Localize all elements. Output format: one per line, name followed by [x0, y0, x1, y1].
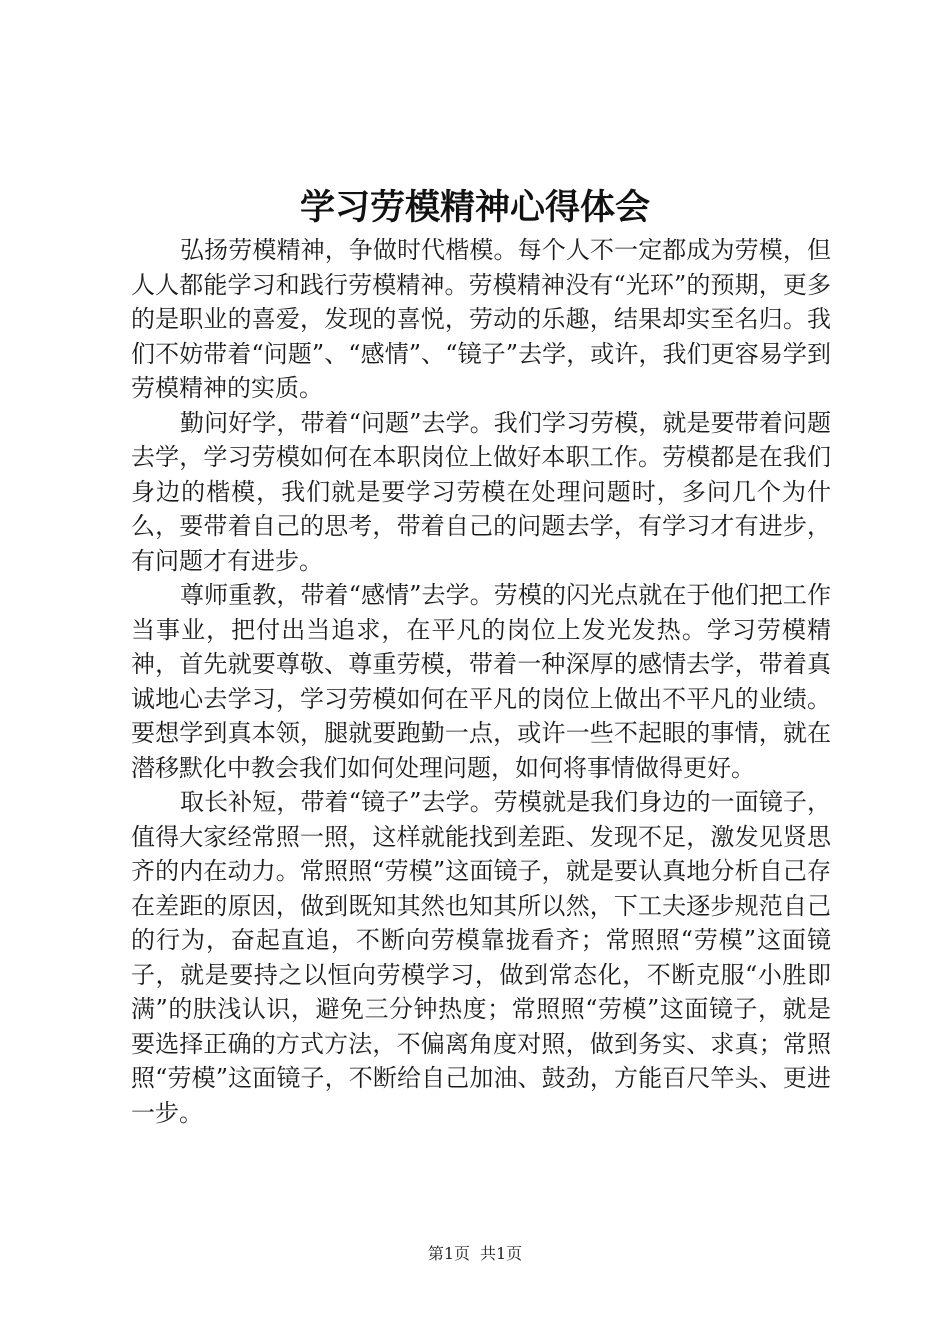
document-body: [131, 233, 831, 1130]
page-number-current: 第1页: [427, 1244, 470, 1263]
page-footer: [0, 1243, 950, 1265]
page-number-total: 共1页: [480, 1244, 523, 1263]
paragraph-questions: 勤问好学，带着“问题”去学。我们学习劳模，就是要带着问题去学，学习劳模如何在本职岗位上做好本职工作。劳模都是在我们身边的楷模，我们就是要学习劳模在处理问题时，多问几个为什么，要带着自己的思考，带着自己的问题去学，有学习才有进步，有问题才有进步。: [131, 408, 831, 575]
paragraph-mirror: 取长补短，带着“镜子”去学。劳模就是我们身边的一面镜子，值得大家经常照一照，这样就能找到差距、发现不足，激发见贤思齐的内在动力。常照照“劳模”这面镜子，就是要认真地分析自己存在差距的原因，做到既知其然也知其所以然，下工夫逐步规范自己的行为，奋起直追，不断向劳模靠拢看齐；常照照“劳模”这面镜子，就是要持之以恒向劳模学习，做到常态化，不断克服“小胜即满”的肤浅认识，避免三分钟热度；常照照“劳模”这面镜子，就是要选择正确的方式方法，不偏离角度对照，做到务实、求真；常照照“劳模”这面镜子，不断给自己加油、鼓劲，方能百尺竿头、更进一步。: [131, 788, 831, 1127]
paragraph-intro: 弘扬劳模精神，争做时代楷模。每个人不一定都成为劳模，但人人都能学习和践行劳模精神。劳模精神没有“光环”的预期，更多的是职业的喜爱，发现的喜悦，劳动的乐趣，结果却实至名归。我们不妨带着“问题”、“感情”、“镜子”去学，或许，我们更容易学到劳模精神的实质。: [131, 236, 831, 402]
document-title: 学习劳模精神心得体会: [299, 188, 650, 228]
paragraph-emotion: 尊师重教，带着“感情”去学。劳模的闪光点就在于他们把工作当事业，把付出当追求，在平凡的岗位上发光发热。学习劳模精神，首先就要尊敬、尊重劳模，带着一种深厚的感情去学，带着真诚地心去学习，学习劳模如何在平凡的岗位上做出不平凡的业绩。要想学到真本领，腿就要跑勤一点，或许一些不起眼的事情，就在潜移默化中教会我们如何处理问题，如何将事情做得更好。: [131, 581, 831, 782]
